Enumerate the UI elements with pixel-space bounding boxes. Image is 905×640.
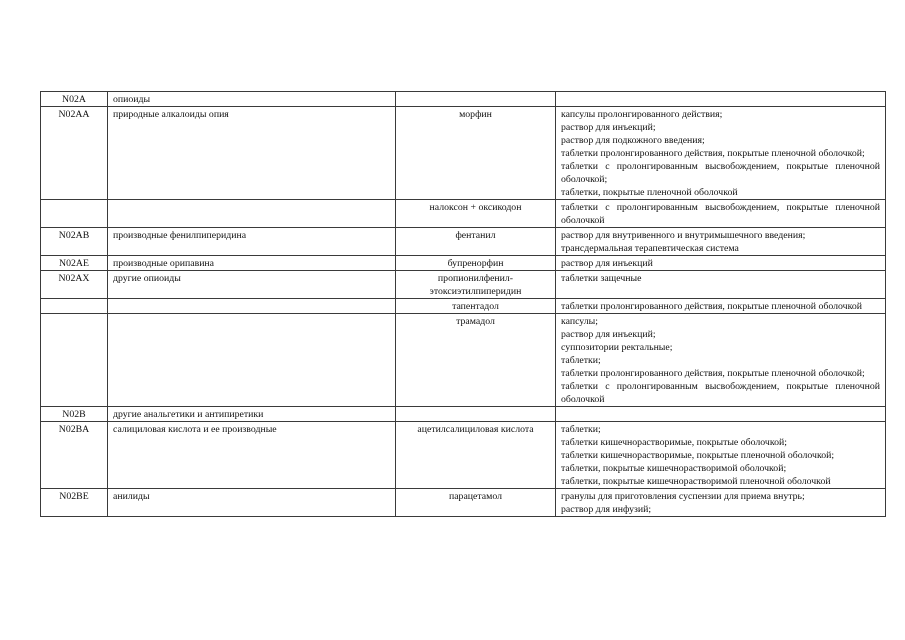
dosage-forms-cell	[556, 256, 886, 271]
table-row	[41, 407, 886, 422]
group-name-cell: другие опиоиды	[108, 271, 396, 299]
group-name-cell: другие анальгетики и антипиретики	[108, 407, 396, 422]
table-row	[41, 200, 886, 228]
table-row	[41, 422, 886, 489]
group-name-cell	[108, 299, 396, 314]
table-row	[41, 489, 886, 517]
drug-name-cell: ацетилсалициловая кислота	[396, 422, 556, 489]
dosage-form-line: гранулы для приготовления суспензии для приема внутрь;	[561, 491, 805, 502]
dosage-form-line: таблетки пролонгированного действия, покрытые пленочной оболочкой	[561, 301, 862, 312]
dosage-form-line: раствор для инъекций;	[561, 329, 656, 340]
dosage-form-line: таблетки защечные	[561, 273, 642, 284]
dosage-form-line: таблетки, покрытые пленочной оболочкой	[561, 187, 738, 198]
drug-name-cell: парацетамол	[396, 489, 556, 517]
atc-code-cell: N02AA	[41, 107, 108, 200]
dosage-form-line: раствор для подкожного введения;	[561, 135, 705, 146]
atc-code-cell	[41, 314, 108, 407]
dosage-forms-cell	[556, 422, 886, 489]
dosage-forms-cell	[556, 271, 886, 299]
dosage-form-line: раствор для инъекций;	[561, 122, 656, 133]
drug-name-cell	[396, 92, 556, 107]
medication-table-body	[41, 92, 886, 517]
dosage-form-line: таблетки с пролонгированным высвобождением, покрытые пленочной оболочкой;	[561, 161, 880, 185]
atc-code-cell: N02BA	[41, 422, 108, 489]
dosage-form-line: таблетки;	[561, 355, 601, 366]
dosage-form-line: таблетки с пролонгированным высвобождением, покрытые пленочной оболочкой	[561, 381, 880, 405]
dosage-form-line: капсулы пролонгированного действия;	[561, 109, 723, 120]
dosage-form-line: капсулы;	[561, 316, 598, 327]
group-name-cell: производные орипавина	[108, 256, 396, 271]
dosage-form-line: раствор для инфузий;	[561, 504, 652, 515]
dosage-forms-cell	[556, 489, 886, 517]
drug-name-cell: фентанил	[396, 228, 556, 256]
medication-table	[40, 91, 886, 517]
table-row	[41, 314, 886, 407]
atc-code-cell	[41, 200, 108, 228]
atc-code-cell: N02A	[41, 92, 108, 107]
atc-code-cell: N02AE	[41, 256, 108, 271]
table-row	[41, 107, 886, 200]
group-name-cell: опиоиды	[108, 92, 396, 107]
table-row	[41, 92, 886, 107]
dosage-form-line: таблетки кишечнорастворимые, покрытые оболочкой;	[561, 437, 787, 448]
atc-code-cell: N02B	[41, 407, 108, 422]
dosage-forms-cell	[556, 228, 886, 256]
dosage-form-line: раствор для внутривенного и внутримышечного введения;	[561, 230, 806, 241]
dosage-form-line: таблетки с пролонгированным высвобождением, покрытые пленочной оболочкой	[561, 202, 880, 226]
dosage-form-line: таблетки пролонгированного действия, покрытые пленочной оболочкой;	[561, 368, 865, 379]
drug-name-cell: налоксон + оксикодон	[396, 200, 556, 228]
group-name-cell: анилиды	[108, 489, 396, 517]
group-name-cell	[108, 314, 396, 407]
table-row	[41, 271, 886, 299]
group-name-cell	[108, 200, 396, 228]
drug-name-cell: морфин	[396, 107, 556, 200]
dosage-forms-cell	[556, 107, 886, 200]
dosage-form-line: таблетки, покрытые кишечнорастворимой пленочной оболочкой	[561, 476, 831, 487]
atc-code-cell: N02AB	[41, 228, 108, 256]
group-name-cell: природные алкалоиды опия	[108, 107, 396, 200]
table-row	[41, 299, 886, 314]
group-name-cell: салициловая кислота и ее производные	[108, 422, 396, 489]
dosage-form-line: раствор для инъекций	[561, 258, 653, 269]
drug-name-cell: пропионилфенил-этоксиэтилпиперидин	[396, 271, 556, 299]
table-row	[41, 256, 886, 271]
atc-code-cell: N02AX	[41, 271, 108, 299]
dosage-forms-cell	[556, 407, 886, 422]
table-row	[41, 228, 886, 256]
group-name-cell: производные фенилпиперидина	[108, 228, 396, 256]
dosage-form-line: таблетки;	[561, 424, 601, 435]
drug-name-cell: трамадол	[396, 314, 556, 407]
dosage-form-line: таблетки кишечнорастворимые, покрытые пленочной оболочкой;	[561, 450, 835, 461]
drug-name-cell: бупренорфин	[396, 256, 556, 271]
dosage-form-line: трансдермальная терапевтическая система	[561, 243, 739, 254]
drug-name-cell	[396, 407, 556, 422]
dosage-forms-cell	[556, 200, 886, 228]
dosage-form-line: таблетки, покрытые кишечнорастворимой оболочкой;	[561, 463, 787, 474]
dosage-forms-cell	[556, 314, 886, 407]
drug-name-cell: тапентадол	[396, 299, 556, 314]
atc-code-cell: N02BE	[41, 489, 108, 517]
atc-code-cell	[41, 299, 108, 314]
dosage-forms-cell	[556, 92, 886, 107]
dosage-form-line: суппозитории ректальные;	[561, 342, 673, 353]
dosage-forms-cell	[556, 299, 886, 314]
dosage-form-line: таблетки пролонгированного действия, покрытые пленочной оболочкой;	[561, 148, 865, 159]
